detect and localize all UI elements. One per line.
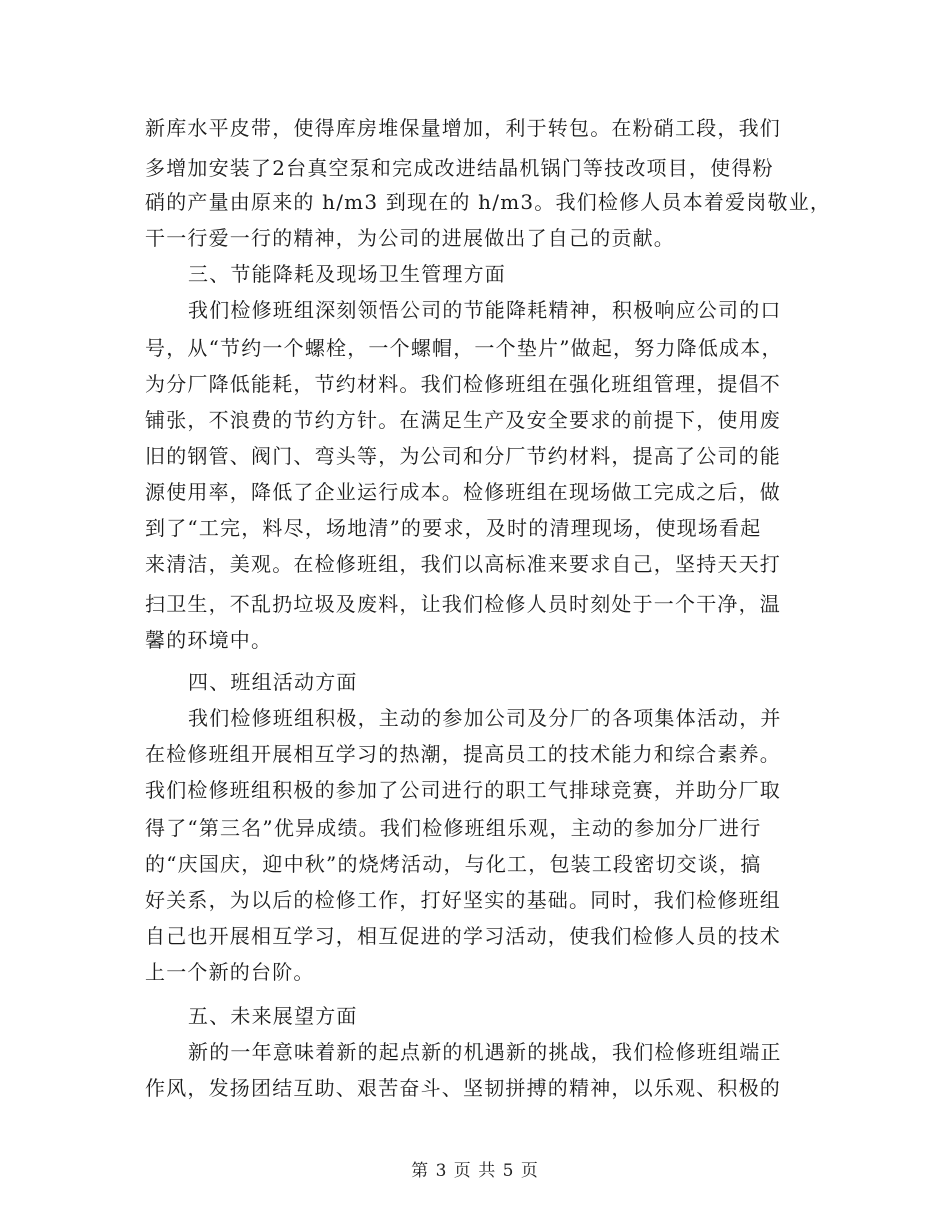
body-line: 馨的环境中。 xyxy=(145,628,273,652)
body-line: 为分厂降低能耗，节约材料。我们检修班组在强化班组管理，提倡不 xyxy=(145,372,781,396)
body-line: 在检修班组开展相互学习的热潮，提高员工的技术能力和综合素养。 xyxy=(145,742,781,766)
body-line: 干一行爱一行的精神，为公司的进展做出了自己的贡献。 xyxy=(145,226,675,250)
body-line: 号，从“节约一个螺栓，一个螺帽，一个垫片”做起，努力降低成本， xyxy=(145,336,783,360)
section-heading: 三、节能降耗及现场卫生管理方面 xyxy=(188,262,506,286)
body-line: 得了“第三名”优异成绩。我们检修班组乐观，主动的参加分厂进行 xyxy=(145,816,762,840)
body-line: 到了“工完，料尽，场地清”的要求，及时的清理现场，使现场看起 xyxy=(145,516,762,540)
body-line: 我们检修班组积极，主动的参加公司及分厂的各项集体活动，并 xyxy=(188,706,782,730)
body-line: 来清洁，美观。在检修班组，我们以高标准来要求自己，坚持天天打 xyxy=(145,552,781,576)
body-line: 我们检修班组深刻领悟公司的节能降耗精神，积极响应公司的口 xyxy=(188,298,782,322)
section-heading: 四、班组活动方面 xyxy=(188,670,358,694)
body-line: 我们检修班组积极的参加了公司进行的职工气排球竞赛，并助分厂取 xyxy=(145,778,781,802)
body-line: 铺张，不浪费的节约方针。在满足生产及安全要求的前提下，使用废 xyxy=(145,408,781,432)
body-line: 的“庆国庆，迎中秋”的烧烤活动，与化工，包装工段密切交谈，搞 xyxy=(145,852,762,876)
body-line: 新的一年意味着新的起点新的机遇新的挑战，我们检修班组端正 xyxy=(188,1040,782,1064)
body-line: 上一个新的台阶。 xyxy=(145,960,315,984)
page-number-footer: 第 3 页 共 5 页 xyxy=(411,1161,539,1181)
body-line: 好关系，为以后的检修工作，打好坚实的基础。同时，我们检修班组 xyxy=(145,888,781,912)
body-line: 硝的产量由原来的 h/m3 到现在的 h/m3。我们检修人员本着爱岗敬业， xyxy=(145,190,832,214)
body-line: 作风，发扬团结互助、艰苦奋斗、坚韧拼搏的精神，以乐观、积极的 xyxy=(145,1076,781,1100)
body-line: 旧的钢管、阀门、弯头等，为公司和分厂节约材料，提高了公司的能 xyxy=(145,444,781,468)
body-line: 自己也开展相互学习，相互促进的学习活动，使我们检修人员的技术 xyxy=(145,924,781,948)
body-line: 扫卫生，不乱扔垃圾及废料，让我们检修人员时刻处于一个干净，温 xyxy=(145,592,781,616)
section-heading: 五、未来展望方面 xyxy=(188,1004,358,1028)
body-line: 新库水平皮带，使得库房堆保量增加，利于转包。在粉硝工段，我们 xyxy=(145,116,781,140)
body-line: 多增加安装了2台真空泵和完成改进结晶机锅门等技改项目，使得粉 xyxy=(145,156,774,180)
body-line: 源使用率，降低了企业运行成本。检修班组在现场做工完成之后，做 xyxy=(145,480,781,504)
